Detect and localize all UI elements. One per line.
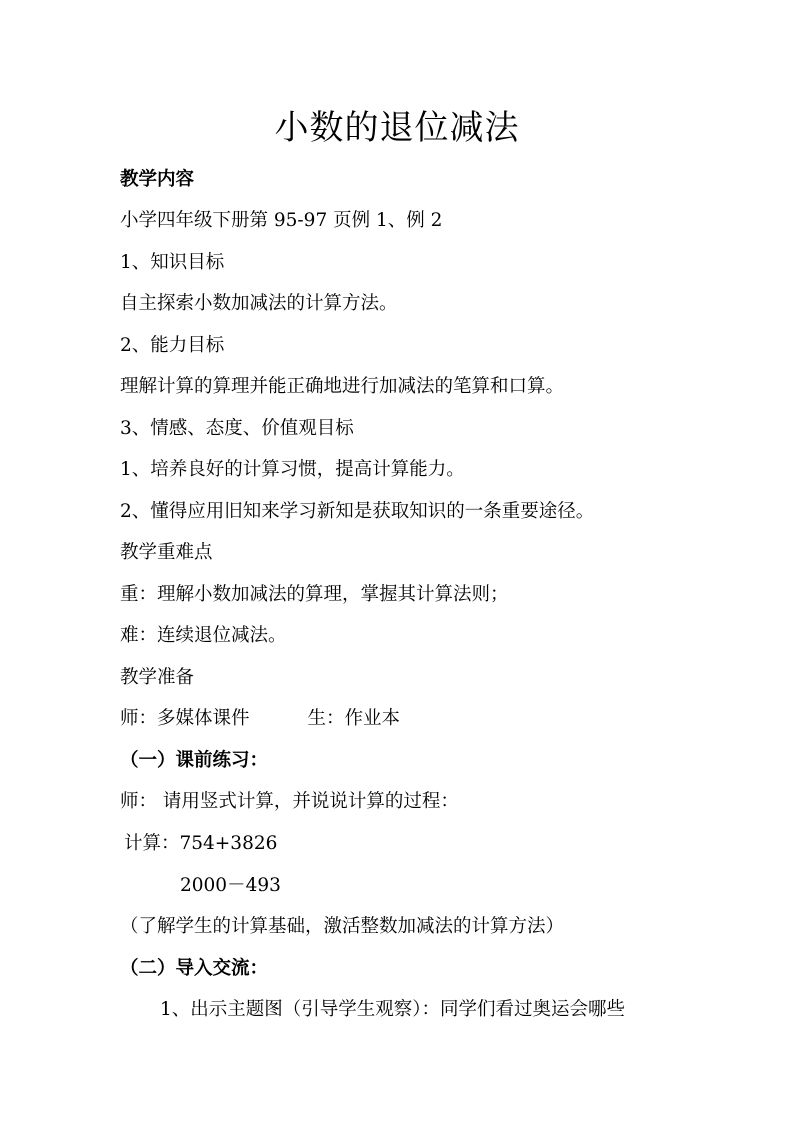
attitude-goal-item-1: 1、培养良好的计算习惯，提高计算能力。 bbox=[120, 459, 465, 480]
section-1-heading: （一）课前练习： bbox=[120, 750, 269, 771]
textbook-reference: 小学四年级下册第 95-97 页例 1、例 2 bbox=[120, 210, 443, 231]
calculation-note: （了解学生的计算基础，激活整数加减法的计算方法） bbox=[120, 916, 565, 937]
attitude-goal-heading: 3、情感、态度、价值观目标 bbox=[120, 418, 354, 439]
preparation-text bbox=[120, 705, 400, 733]
student-materials: 生：作业本 bbox=[307, 708, 401, 729]
ability-goal-heading: 2、能力目标 bbox=[120, 335, 225, 356]
difficulty-text: 难：连续退位减法。 bbox=[120, 625, 287, 646]
attitude-goal-item-2: 2、懂得应用旧知来学习新知是获取知识的一条重要途径。 bbox=[120, 501, 595, 522]
teacher-instruction: 师： 请用竖式计算，并说说计算的过程： bbox=[120, 791, 459, 812]
calculation-2: 2000－493 bbox=[180, 875, 281, 896]
knowledge-goal-heading: 1、知识目标 bbox=[120, 252, 225, 273]
key-difficulty-heading: 教学重难点 bbox=[120, 542, 213, 563]
knowledge-goal-text: 自主探索小数加减法的计算方法。 bbox=[120, 293, 398, 314]
section-2-item-1: 1、出示主题图（引导学生观察）：同学们看过奥运会哪些 bbox=[160, 999, 626, 1020]
section-2-heading: （二）导入交流： bbox=[120, 958, 269, 979]
calculation-1: 计算：754+3826 bbox=[124, 833, 278, 854]
teacher-materials: 师：多媒体课件 bbox=[120, 708, 250, 729]
document-title: 小数的退位减法 bbox=[274, 108, 520, 148]
ability-goal-text: 理解计算的算理并能正确地进行加减法的笔算和口算。 bbox=[120, 376, 565, 397]
preparation-heading: 教学准备 bbox=[120, 667, 195, 688]
heading-teaching-content: 教学内容 bbox=[120, 169, 195, 190]
key-point-text: 重：理解小数加减法的算理，掌握其计算法则； bbox=[120, 584, 509, 605]
